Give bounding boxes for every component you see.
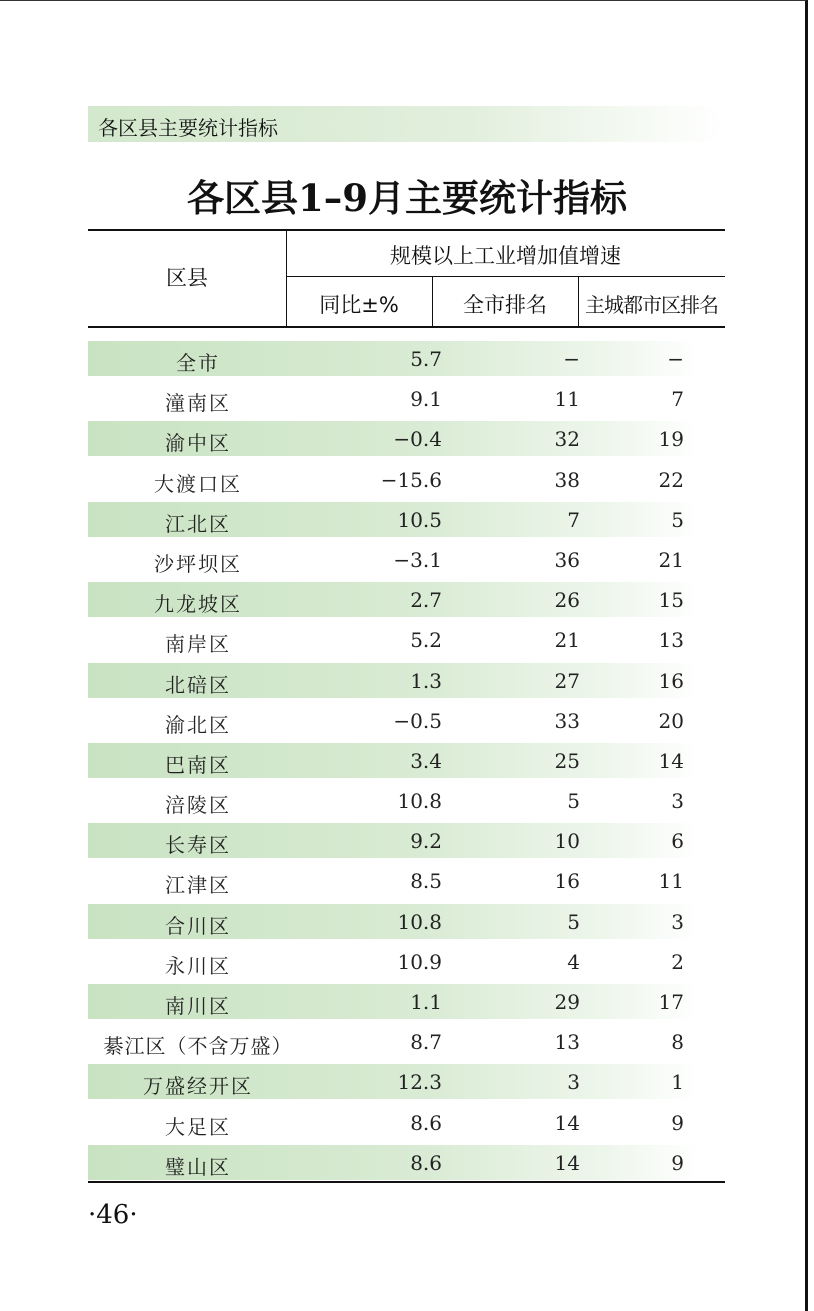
- district-cell: 璧山区: [165, 1154, 231, 1179]
- yoy-cell: −0.4: [393, 427, 442, 452]
- yoy-cell: 10.8: [397, 909, 442, 934]
- section-header-band: [88, 106, 724, 142]
- city-rank-cell: 29: [554, 990, 580, 1014]
- district-cell: 合川区: [165, 913, 231, 938]
- main-rank-cell: −: [667, 347, 684, 371]
- city-rank-cell: 10: [554, 829, 580, 854]
- stats-table: [88, 229, 725, 1183]
- city-rank-cell: 4: [567, 949, 580, 974]
- city-rank-cell: −: [563, 347, 580, 371]
- table-row: [88, 1143, 725, 1183]
- main-rank-cell: 9: [671, 1150, 684, 1175]
- yoy-cell: 9.1: [410, 387, 442, 412]
- city-rank-cell: 36: [554, 547, 580, 572]
- district-cell: 全市: [176, 351, 220, 375]
- yoy-cell: 1.3: [410, 668, 442, 693]
- table-row: [88, 1062, 725, 1102]
- main-rank-cell: 16: [658, 668, 684, 693]
- main-rank-cell: 6: [671, 829, 684, 854]
- district-cell: 北碚区: [165, 672, 231, 697]
- main-rank-cell: 11: [658, 869, 684, 894]
- city-rank-cell: 26: [554, 588, 580, 613]
- district-cell: 永川区: [165, 953, 231, 978]
- city-rank-cell: 16: [554, 869, 580, 894]
- main-rank-cell: 17: [658, 990, 684, 1014]
- city-rank-cell: 3: [567, 1070, 580, 1095]
- district-cell: 江北区: [165, 511, 231, 536]
- yoy-cell: 1.1: [410, 990, 442, 1014]
- table-row: [88, 339, 725, 379]
- yoy-cell: 3.4: [410, 748, 442, 773]
- city-rank-cell: 25: [554, 748, 580, 773]
- city-rank-cell: 38: [554, 467, 580, 492]
- header-yoy: 同比±%: [319, 293, 399, 317]
- table-row: [88, 781, 725, 821]
- yoy-cell: −0.5: [393, 708, 442, 733]
- table-row: [88, 500, 725, 540]
- district-cell: 南川区: [165, 994, 231, 1018]
- table-row: [88, 821, 725, 861]
- main-rank-cell: 3: [671, 909, 684, 934]
- page-title: 各区县1–9月主要统计指标: [187, 176, 627, 220]
- main-rank-cell: 8: [671, 1030, 684, 1055]
- district-cell: 长寿区: [165, 833, 231, 858]
- city-rank-cell: 21: [554, 628, 580, 653]
- yoy-cell: 8.5: [410, 869, 442, 894]
- yoy-cell: 5.2: [410, 628, 442, 653]
- yoy-cell: −15.6: [380, 467, 442, 492]
- city-rank-cell: 13: [554, 1030, 580, 1055]
- district-cell: 万盛经开区: [143, 1074, 253, 1099]
- yoy-cell: 9.2: [410, 829, 442, 854]
- city-rank-cell: 7: [567, 507, 580, 532]
- main-rank-cell: 15: [658, 588, 684, 613]
- header-main-rank: 主城都市区排名: [585, 293, 718, 317]
- district-cell: 渝中区: [165, 431, 231, 456]
- main-rank-cell: 2: [671, 949, 684, 974]
- district-cell: 綦江区（不含万盛）: [103, 1034, 293, 1059]
- table-row: [88, 379, 725, 419]
- yoy-cell: 12.3: [397, 1070, 442, 1095]
- city-rank-cell: 27: [554, 668, 580, 693]
- district-cell: 大渡口区: [154, 471, 242, 496]
- table-row: [88, 942, 725, 982]
- table-row: [88, 982, 725, 1022]
- table-row: [88, 861, 725, 901]
- main-rank-cell: 19: [658, 427, 684, 452]
- table-row: [88, 701, 725, 741]
- city-rank-cell: 14: [554, 1110, 580, 1135]
- main-rank-cell: 3: [671, 789, 684, 814]
- yoy-cell: 10.9: [397, 949, 442, 974]
- table-row: [88, 661, 725, 701]
- city-rank-cell: 32: [554, 427, 580, 452]
- district-cell: 沙坪坝区: [154, 551, 242, 576]
- main-rank-cell: 20: [658, 708, 684, 733]
- district-cell: 江津区: [165, 873, 231, 898]
- city-rank-cell: 11: [554, 387, 580, 412]
- district-cell: 涪陵区: [165, 793, 231, 818]
- yoy-cell: 2.7: [410, 588, 442, 613]
- city-rank-cell: 14: [554, 1150, 580, 1175]
- district-cell: 大足区: [165, 1114, 231, 1139]
- table-row: [88, 419, 725, 459]
- table-row: [88, 902, 725, 942]
- table-row: [88, 580, 725, 620]
- main-rank-cell: 5: [671, 507, 684, 532]
- district-cell: 渝北区: [165, 712, 231, 737]
- table-row: [88, 460, 725, 500]
- main-rank-cell: 13: [658, 628, 684, 653]
- main-rank-cell: 21: [658, 547, 684, 572]
- table-body: [88, 339, 725, 1183]
- header-district: 区县: [166, 266, 208, 290]
- yoy-cell: −3.1: [393, 547, 442, 572]
- district-cell: 南岸区: [165, 632, 231, 657]
- city-rank-cell: 5: [567, 909, 580, 934]
- yoy-cell: 10.5: [397, 507, 442, 532]
- main-rank-cell: 1: [671, 1070, 684, 1095]
- table-row: [88, 540, 725, 580]
- district-cell: 巴南区: [165, 752, 231, 777]
- yoy-cell: 8.7: [410, 1030, 442, 1055]
- city-rank-cell: 33: [554, 708, 580, 733]
- main-rank-cell: 9: [671, 1110, 684, 1135]
- section-label: 各区县主要统计指标: [98, 116, 278, 140]
- yoy-cell: 10.8: [397, 789, 442, 814]
- yoy-cell: 5.7: [410, 347, 442, 371]
- main-rank-cell: 22: [658, 467, 684, 492]
- main-rank-cell: 14: [658, 748, 684, 773]
- table-row: [88, 741, 725, 781]
- header-divider: [286, 276, 725, 277]
- main-rank-cell: 7: [671, 387, 684, 412]
- district-cell: 潼南区: [165, 391, 231, 416]
- yoy-cell: 8.6: [410, 1150, 442, 1175]
- yoy-cell: 8.6: [410, 1110, 442, 1135]
- page-number: ·46·: [88, 1200, 138, 1230]
- table-row: [88, 1103, 725, 1143]
- header-city-rank: 全市排名: [463, 293, 547, 317]
- table-row: [88, 1022, 725, 1062]
- header-group: 规模以上工业增加值增速: [390, 244, 621, 268]
- table-row: [88, 620, 725, 660]
- city-rank-cell: 5: [567, 789, 580, 814]
- district-cell: 九龙坡区: [154, 592, 242, 617]
- header-bottom-rule: [88, 326, 725, 328]
